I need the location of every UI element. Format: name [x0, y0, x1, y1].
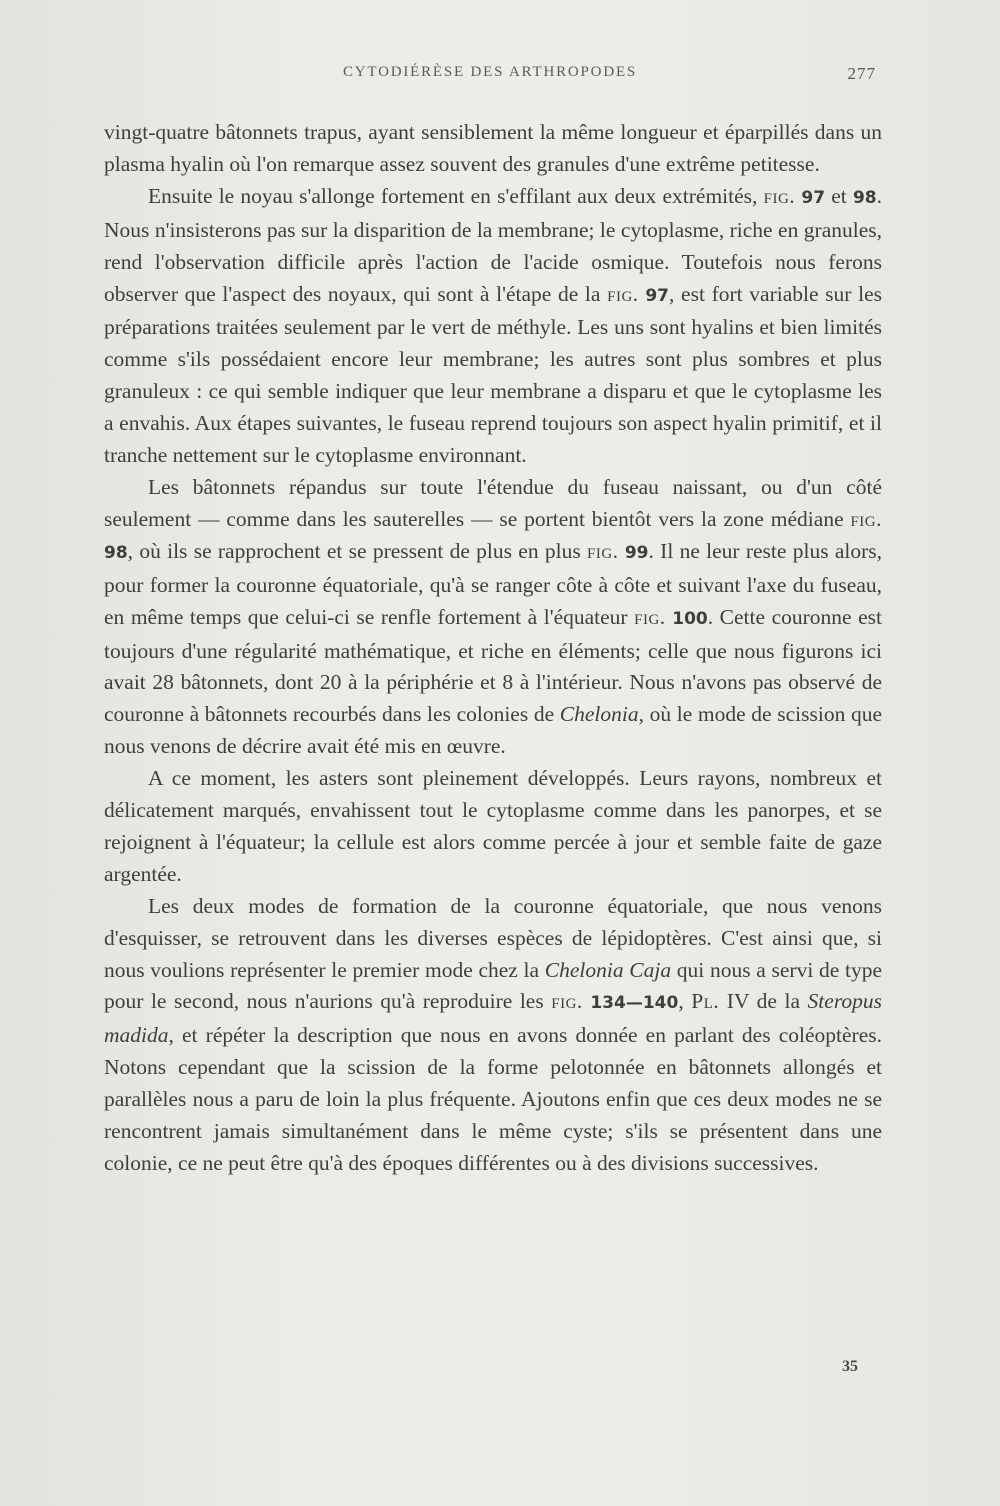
text-run: Les deux modes de formation de la couronne équatoriale, que nous venons d'esquisser, se retrouvent dans les diverses espèces de lépidoptères. C'est ainsi que, si nous voulions représenter le premier mode chez la — [104, 893, 882, 982]
signature-mark: 35 — [842, 1358, 858, 1375]
text-run: , et répéter la description que nous en avons donnée en parlant des coléoptères. Notons cependant que la scission de la forme pelotonnée en bâtonnets allongés et parallèles nous a paru de loin la plus fréquente. Ajoutons enfin que ces deux modes ne se rencontrent jamais simultanément dans le même cyste; s'ils se présentent dans une colonie, ce ne peut être qu'à des époques différentes ou à des divisions successives. — [104, 1023, 882, 1175]
figure-number: 134—140 — [590, 993, 679, 1014]
figure-abbrev: fig. — [850, 506, 882, 531]
text-run: et — [825, 183, 853, 208]
text-run: , où le mode de scission que nous venons de décrire avait été mis en œuvre. — [104, 702, 882, 759]
plate-abbrev: Pl. — [691, 989, 720, 1014]
text-run: Les bâtonnets répandus sur toute l'étendue du fuseau naissant, ou d'un côté seulement — comme dans les sauterelles — se portent bientôt vers la zone médiane — [104, 474, 882, 531]
text-run: vingt-quatre bâtonnets trapus, ayant sensiblement la même longueur et éparpillés dans un plasma hyalin où l'on remarque assez souvent des granules d'une extrême petitesse. — [104, 120, 882, 176]
figure-number: 99 — [624, 542, 649, 563]
body-text — [104, 117, 882, 1180]
paragraph-4 — [104, 763, 882, 891]
running-title: CYTODIÉRÈSE DES ARTHROPODES — [342, 64, 638, 80]
taxon-name: Steropus madida — [104, 989, 882, 1048]
text-run: qui nous a servi de type pour le second, nous n'aurions qu'à reproduire les — [104, 957, 882, 1014]
figure-number: 97 — [645, 285, 669, 306]
paragraph-3 — [104, 472, 882, 763]
figure-number: 97 — [801, 187, 826, 208]
figure-abbrev: fig. — [634, 604, 666, 629]
running-head — [100, 64, 880, 88]
paragraph-1 — [104, 117, 882, 181]
figure-abbrev: fig. — [551, 989, 583, 1014]
text-run: , où ils se rapprochent et se pressent de plus en plus — [127, 538, 587, 563]
taxon-name: Chelonia Caja — [544, 957, 672, 982]
text-run: , — [678, 989, 692, 1014]
figure-abbrev: fig. — [586, 538, 619, 563]
paragraph-2 — [104, 181, 882, 472]
figure-number: 100 — [672, 608, 708, 629]
text-run: IV de la — [719, 989, 808, 1014]
text-run: . Cette couronne est toujours d'une régularité mathématique, et riche en éléments; celle que nous figurons ici avait 28 bâtonnets, dont 20 à la périphérie et 8 à l'intérieur. Nous n'avons pas observé de couronne à bâtonnets recourbés dans les colonies de — [104, 604, 882, 727]
page-number: 277 — [847, 64, 876, 83]
text-run: . Il ne leur reste plus alors, pour former la couronne équatoriale, qu'à se ranger côte à côte et suivant l'axe du fuseau, en même temps que celui-ci se renfle fortement à l'équateur — [104, 538, 883, 629]
text-run: . Nous n'insisterons pas sur la disparition de la membrane; le cytoplasme, riche en granules, rend l'observation difficile après l'action de l'acide osmique. Toutefois nous ferons observer que l'aspect des noyaux, qui sont à l'étape de la — [104, 183, 882, 306]
text-run: Ensuite le noyau s'allonge fortement en s'effilant aux deux extrémités, — [148, 183, 764, 208]
paragraph-5 — [104, 891, 882, 1180]
taxon-name: Chelonia — [559, 702, 639, 727]
text-run: , est fort variable sur les préparations traitées seulement par le vert de méthyle. Les uns sont hyalins et bien limités comme s'ils possédaient encore leur membrane; les autres sont plus sombres et plus granuleux : ce qui semble indiquer que leur membrane a disparu et que le cytoplasme les a envahis. Aux étapes suivantes, le fuseau reprend toujours son aspect hyalin primitif, et il tranche nettement sur le cytoplasme environnant. — [104, 281, 883, 468]
figure-abbrev: fig. — [607, 281, 639, 306]
figure-number: 98 — [104, 542, 128, 563]
figure-abbrev: fig. — [763, 183, 796, 208]
text-run: A ce moment, les asters sont pleinement développés. Leurs rayons, nombreux et délicatement marqués, envahissent tout le cytoplasme comme dans les panorpes, et se rejoignent à l'équateur; la cellule est alors comme percée à jour et semble faite de gaze argentée. — [104, 766, 882, 886]
figure-number: 98 — [852, 187, 877, 208]
